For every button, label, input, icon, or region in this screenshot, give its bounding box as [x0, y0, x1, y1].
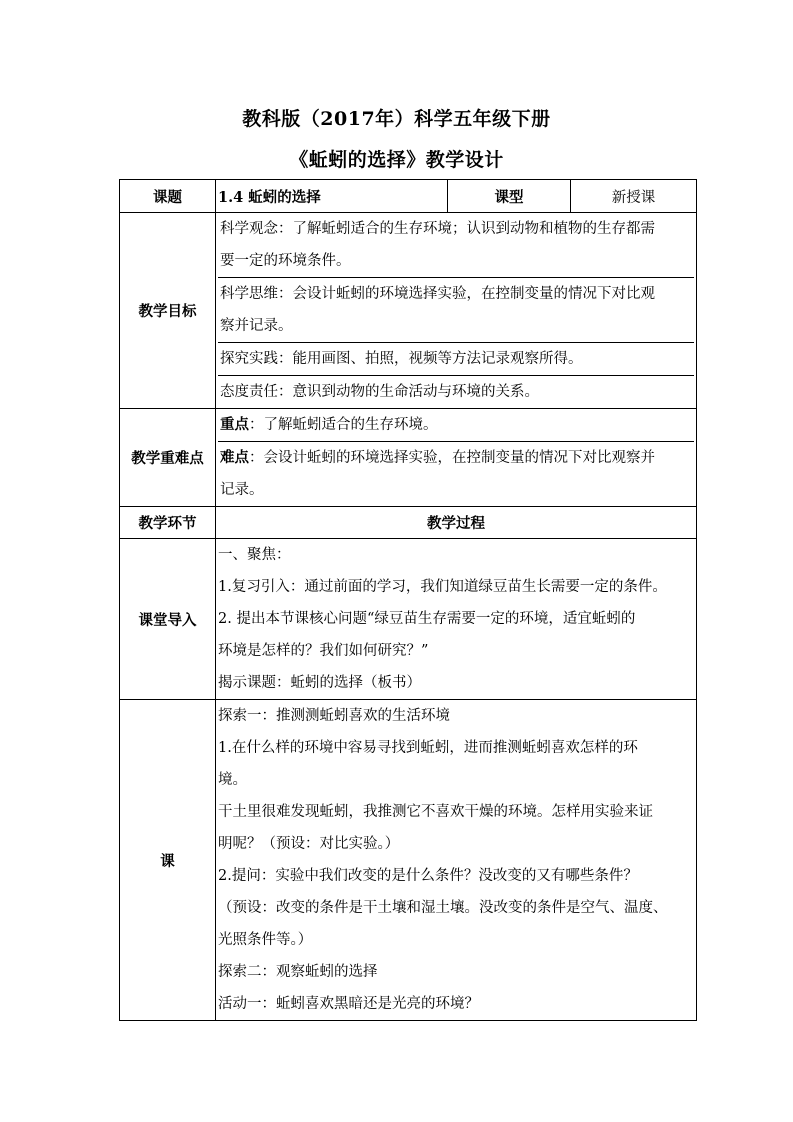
- lesson-content: [216, 700, 697, 1021]
- intro-line: 环境是怎样的？我们如何研究？”: [218, 643, 429, 659]
- objective-item: [218, 213, 694, 277]
- objectives-label: 教学目标: [120, 213, 216, 409]
- objectives-row: [120, 213, 697, 409]
- objective-item: [218, 375, 694, 408]
- topic-label: 课题: [120, 180, 216, 213]
- objective-text: 察并记录。: [220, 318, 293, 334]
- process-stage-header: 教学环节: [120, 507, 216, 539]
- lesson-type-label: 课型: [448, 180, 571, 213]
- lesson-line: 活动一：蚯蚓喜欢黑暗还是光亮的环境？: [218, 996, 479, 1012]
- lesson-type-value: 新授课: [571, 180, 697, 213]
- focus-label: 重点: [220, 416, 249, 433]
- lesson-row: [120, 700, 697, 1021]
- document-title: 教科版（2017年）科学五年级下册: [242, 108, 551, 130]
- intro-label: 课堂导入: [120, 539, 216, 700]
- document-subtitle: 《蚯蚓的选择》教学设计: [289, 149, 504, 171]
- objective-text: 要一定的环境条件。: [220, 253, 351, 269]
- focus-item: [218, 409, 694, 441]
- topic-value: 1.4 蚯蚓的选择: [216, 180, 448, 213]
- lesson-line: 探索一：推测测蚯蚓喜欢的生活环境: [218, 708, 450, 724]
- objective-text: 探究实践：能用画图、拍照，视频等方法记录观察所得。: [220, 351, 583, 367]
- topic-row: [120, 180, 697, 213]
- lesson-line: （预设：改变的条件是干土壤和湿土壤。没改变的条件是空气、温度、: [218, 900, 668, 916]
- process-header-row: [120, 507, 697, 539]
- lesson-line: 干土里很难发现蚯蚓，我推测它不喜欢干燥的环境。怎样用实验来证: [218, 804, 653, 820]
- difficulty-text: 记录。: [220, 482, 264, 498]
- intro-line: 揭示课题：蚯蚓的选择（板书）: [218, 675, 421, 691]
- intro-line: 1.复习引入：通过前面的学习，我们知道绿豆苗生长需要一定的条件。: [218, 579, 667, 595]
- difficulty-text: ：会设计蚯蚓的环境选择实验，在控制变量的情况下对比观察并: [249, 450, 655, 466]
- objective-item: [218, 342, 694, 375]
- lesson-line: 境。: [218, 772, 247, 788]
- key-points-label: 教学重难点: [120, 409, 216, 507]
- lesson-plan-table: [119, 179, 697, 1021]
- lesson-line: 光照条件等。）: [218, 932, 313, 948]
- objective-text: 科学思维：会设计蚯蚓的环境选择实验，在控制变量的情况下对比观: [220, 286, 655, 302]
- objective-item: [218, 277, 694, 342]
- key-points-row: [120, 409, 697, 507]
- lesson-line: 探索二：观察蚯蚓的选择: [218, 964, 378, 980]
- intro-line: 一、聚焦：: [218, 547, 291, 563]
- intro-row: [120, 539, 697, 700]
- key-points-content: [216, 409, 697, 507]
- difficulty-line: [218, 442, 694, 474]
- objective-text: 科学观念：了解蚯蚓适合的生存环境；认识到动物和植物的生存都需: [220, 221, 655, 237]
- objective-text: 态度责任：意识到动物的生命活动与环境的关系。: [220, 384, 539, 400]
- intro-content: [216, 539, 697, 700]
- difficulty-label: 难点: [220, 449, 249, 466]
- lesson-label: 课: [120, 700, 216, 1021]
- process-content-header: 教学过程: [216, 507, 697, 539]
- objectives-content: [216, 213, 697, 409]
- intro-line: 2. 提出本节课核心问题“绿豆苗生存需要一定的环境，适宜蚯蚓的: [218, 611, 636, 627]
- lesson-line: 1.在什么样的环境中容易寻找到蚯蚓，进而推测蚯蚓喜欢怎样的环: [218, 740, 638, 756]
- lesson-line: 2.提问：实验中我们改变的是什么条件？没改变的又有哪些条件？: [218, 868, 638, 884]
- lesson-line: 明呢？（预设：对比实验。）: [218, 836, 400, 852]
- focus-text: ：了解蚯蚓适合的生存环境。: [249, 417, 438, 433]
- difficulty-item: [218, 441, 694, 506]
- focus-line: [218, 409, 694, 441]
